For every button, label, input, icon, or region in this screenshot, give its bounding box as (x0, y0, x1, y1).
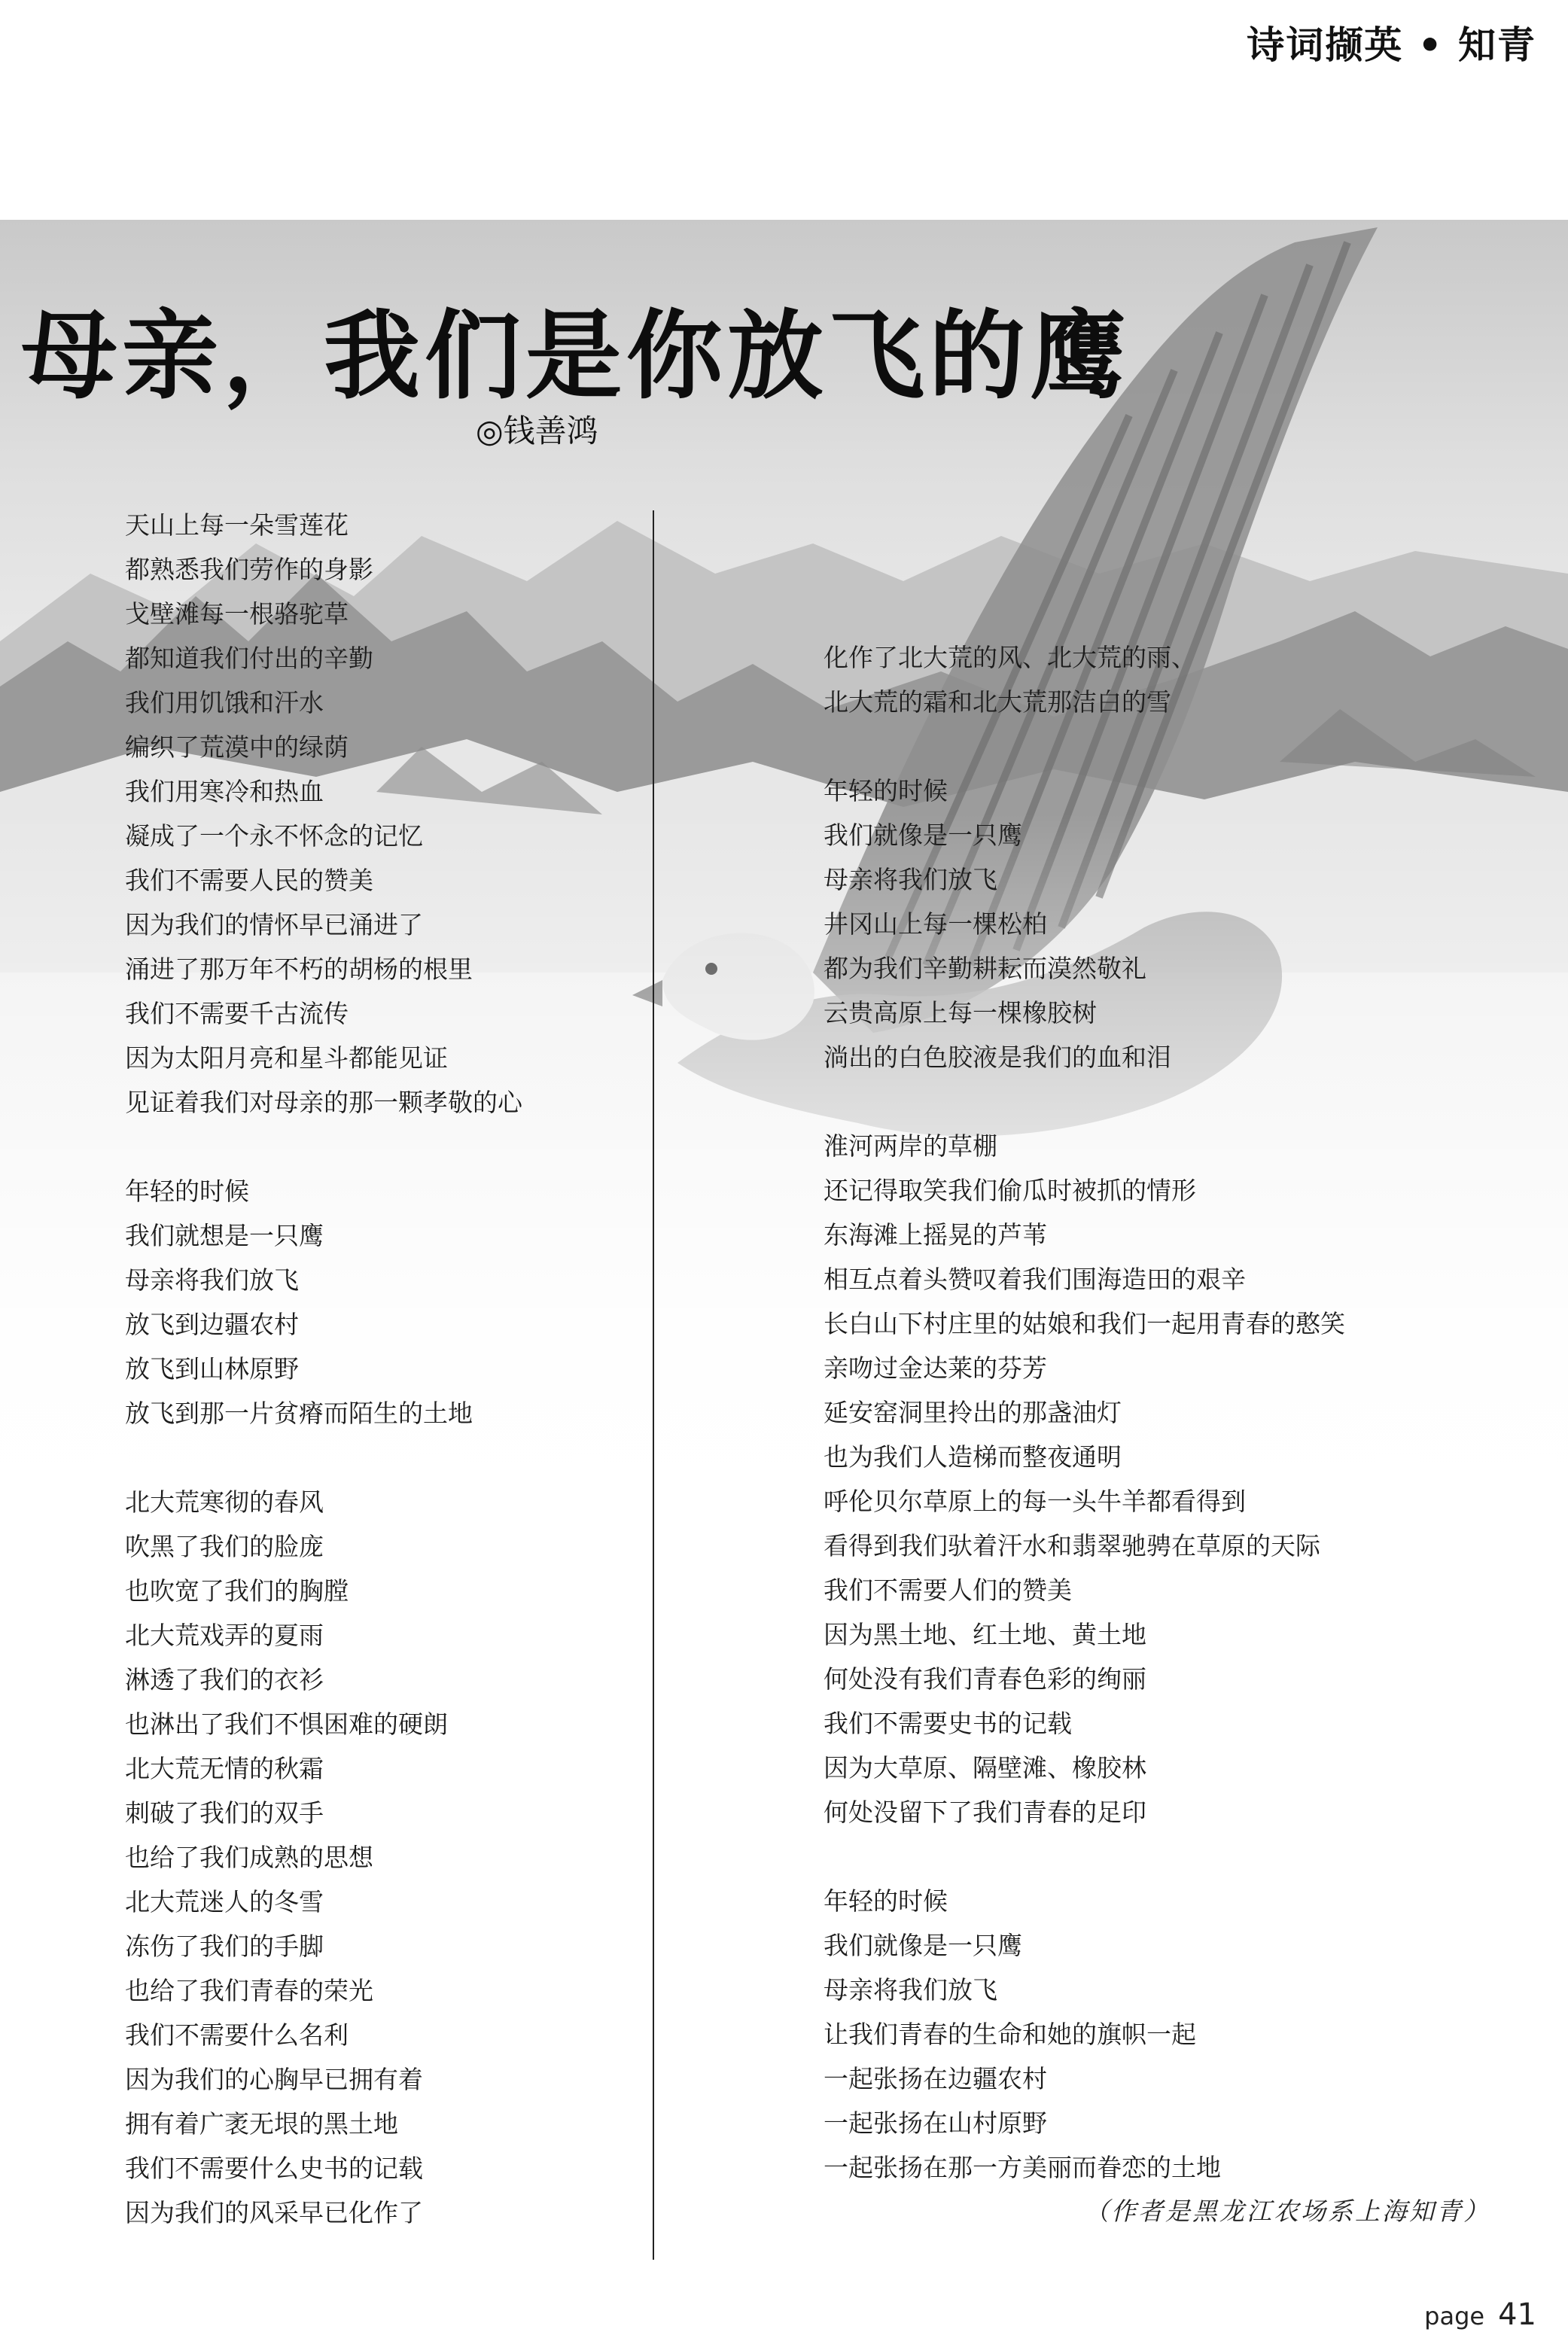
poem-line: 淮河两岸的草棚 (824, 1131, 997, 1161)
poem-line: 涌进了那万年不朽的胡杨的根里 (125, 954, 473, 984)
poem-line: 戈壁滩每一根骆驼草 (125, 599, 349, 629)
poem-line: 我们用饥饿和汗水 (125, 688, 324, 717)
poem-line: 还记得取笑我们偷瓜时被抓的情形 (824, 1176, 1196, 1205)
poem-line: 相互点着头赞叹着我们围海造田的艰辛 (824, 1265, 1246, 1294)
poem-line: 因为我们的风采早已化作了 (125, 2198, 423, 2227)
article-title: 母亲，我们是你放飞的鹰 (21, 300, 1131, 413)
poem-line: 因为大草原、隔壁滩、橡胶林 (824, 1753, 1146, 1782)
poem-line: 刺破了我们的双手 (125, 1798, 324, 1828)
poem-line: 拥有着广袤无垠的黑土地 (125, 2109, 398, 2139)
poem-line: 也淋出了我们不惧困难的硬朗 (125, 1709, 448, 1739)
poem-line: 也吹宽了我们的胸膛 (125, 1576, 349, 1606)
poem-line: 编织了荒漠中的绿荫 (125, 732, 349, 762)
poem-line: 我们就像是一只鹰 (824, 1931, 1022, 1960)
poem-line: 呼伦贝尔草原上的每一头牛羊都看得到 (824, 1487, 1246, 1516)
poem-line: 因为黑土地、红土地、黄土地 (824, 1620, 1146, 1649)
poem-line: 冻伤了我们的手脚 (125, 1932, 324, 1961)
poem-line: 我们不需要什么名利 (125, 2020, 349, 2050)
article-author: ◎钱善鸿 (476, 413, 598, 449)
poem-line: 也给了我们成熟的思想 (125, 1843, 373, 1872)
poem-line: 我们不需要什么史书的记载 (125, 2154, 423, 2183)
poem-line: 一起张扬在那一方美丽而眷恋的土地 (824, 2153, 1221, 2182)
poem-line: 我们不需要人民的赞美 (125, 866, 373, 895)
poem-line: 因为太阳月亮和星斗都能见证 (125, 1043, 448, 1073)
poem-left-column (125, 503, 522, 2235)
poem-line: 天山上每一朵雪莲花 (125, 510, 349, 540)
page-number-value: 41 (1498, 2297, 1536, 2332)
poem-line: 北大荒的霜和北大荒那洁白的雪 (824, 687, 1171, 717)
page-label: page (1424, 2302, 1485, 2330)
poem-line: 看得到我们驮着汗水和翡翠驰骋在草原的天际 (824, 1531, 1320, 1560)
poem-line: 放飞到边疆农村 (125, 1310, 299, 1339)
poem-line: 北大荒戏弄的夏雨 (125, 1621, 324, 1650)
poem-line: 淌出的白色胶液是我们的血和泪 (824, 1043, 1171, 1072)
poem-line (824, 724, 1345, 769)
poem-line: 我们用寒冷和热血 (125, 777, 324, 806)
poem-line (125, 1125, 522, 1169)
poem-line: 我们就想是一只鹰 (125, 1221, 324, 1250)
poem-line: 一起张扬在边疆农村 (824, 2064, 1047, 2093)
poem-line (824, 1079, 1345, 1124)
poem-line: 母亲将我们放飞 (125, 1265, 299, 1295)
poem-line: 云贵高原上每一棵橡胶树 (824, 998, 1097, 1027)
poem-line: 放飞到山林原野 (125, 1354, 299, 1384)
poem-line (125, 1435, 522, 1480)
poem-line: 东海滩上摇晃的芦苇 (824, 1220, 1047, 1250)
poem-line: 见证着我们对母亲的那一颗孝敬的心 (125, 1088, 522, 1117)
poem-line (824, 1834, 1345, 1879)
poem-line: 也为我们人造梯而整夜通明 (824, 1442, 1122, 1472)
poem-line: 何处没留下了我们青春的足印 (824, 1798, 1146, 1827)
poem-line: 母亲将我们放飞 (824, 1975, 997, 2005)
poem-line: 长白山下村庄里的姑娘和我们一起用青春的憨笑 (824, 1309, 1345, 1338)
poem-line: 我们不需要人们的赞美 (824, 1575, 1072, 1605)
poem-line: 北大荒迷人的冬雪 (125, 1887, 324, 1916)
author-note: （作者是黑龙江农场系上海知青） (1084, 2197, 1490, 2226)
poem-line: 年轻的时候 (125, 1177, 249, 1206)
poem-right-column (824, 635, 1345, 2190)
poem-line: 放飞到那一片贫瘠而陌生的土地 (125, 1399, 473, 1428)
column-divider (653, 510, 654, 2260)
poem-line: 都知道我们付出的辛勤 (125, 644, 373, 673)
poem-line: 北大荒无情的秋霜 (125, 1754, 324, 1783)
poem-line: 我们不需要史书的记载 (824, 1709, 1072, 1738)
poem-line: 亲吻过金达莱的芬芳 (824, 1353, 1047, 1383)
poem-line: 都熟悉我们劳作的身影 (125, 555, 373, 584)
poem-line: 年轻的时候 (824, 1886, 948, 1916)
poem-line: 淋透了我们的衣衫 (125, 1665, 324, 1694)
poem-line: 因为我们的情怀早已涌进了 (125, 910, 423, 939)
poem-line: 我们不需要千古流传 (125, 999, 349, 1028)
poem-line: 因为我们的心胸早已拥有着 (125, 2065, 423, 2094)
poem-line: 北大荒寒彻的春风 (125, 1487, 324, 1517)
poem-line: 我们就像是一只鹰 (824, 820, 1022, 850)
poem-line: 一起张扬在山村原野 (824, 2108, 1047, 2138)
poem-line: 吹黑了我们的脸庞 (125, 1532, 324, 1561)
section-header: 诗词撷英 • 知青 (1247, 23, 1536, 67)
poem-line: 化作了北大荒的风、北大荒的雨、 (824, 643, 1196, 672)
poem-line: 凝成了一个永不怀念的记忆 (125, 821, 423, 851)
poem-line: 何处没有我们青春色彩的绚丽 (824, 1664, 1146, 1694)
poem-line: 年轻的时候 (824, 776, 948, 805)
poem-line: 让我们青春的生命和她的旗帜一起 (824, 2020, 1196, 2049)
poem-line: 井冈山上每一棵松柏 (824, 909, 1047, 939)
poem-line: 都为我们辛勤耕耘而漠然敬礼 (824, 954, 1146, 983)
poem-line: 也给了我们青春的荣光 (125, 1976, 373, 2005)
poem-line: 延安窑洞里拎出的那盏油灯 (824, 1398, 1122, 1427)
page-number (1424, 2297, 1536, 2332)
poem-line: 母亲将我们放飞 (824, 865, 997, 894)
